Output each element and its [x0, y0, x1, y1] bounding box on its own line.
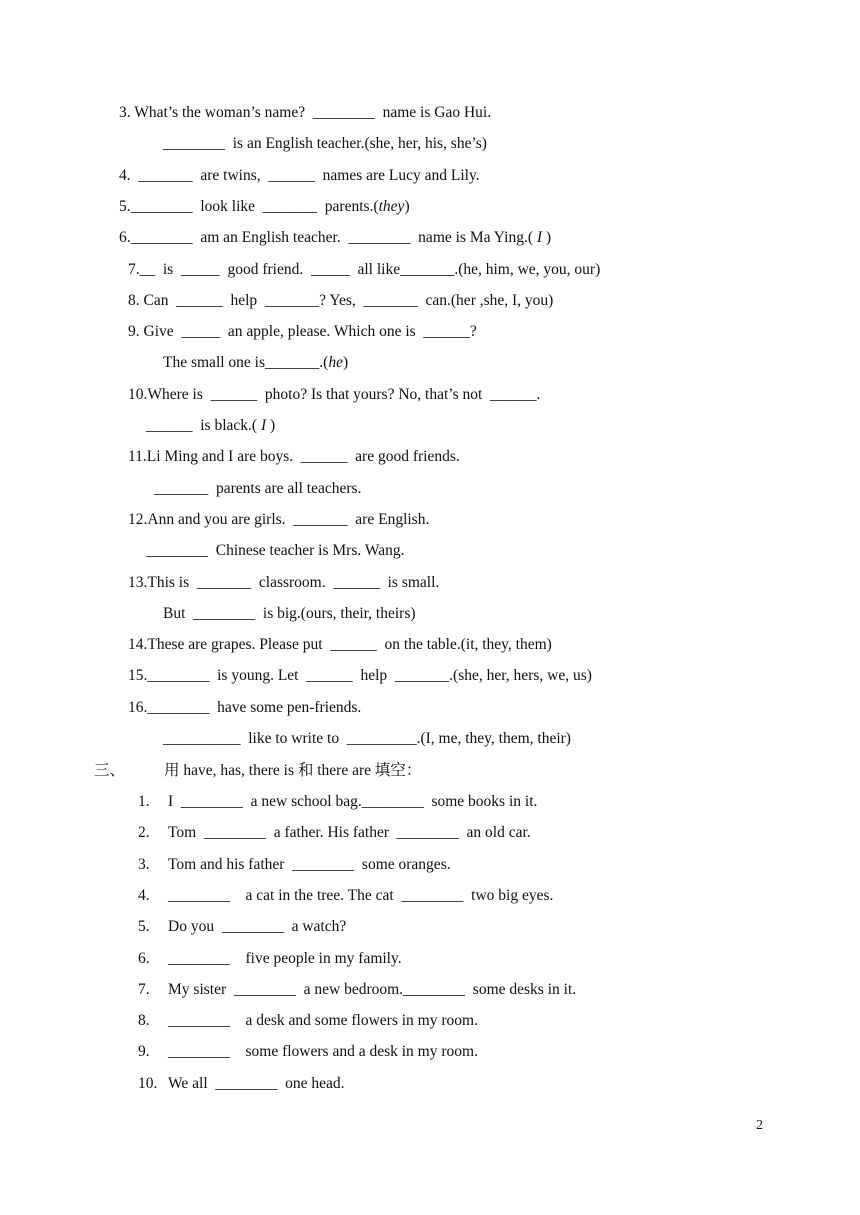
- line-text: __________ like to write to _________.(I, me, they, them, their): [163, 730, 571, 747]
- line-text: 16.________ have some pen-friends.: [128, 698, 362, 716]
- line-text: _______ parents are all teachers.: [154, 479, 362, 497]
- exercise-line: [119, 228, 551, 248]
- line-text: ): [404, 197, 410, 215]
- pronoun-hint: they: [378, 197, 405, 215]
- item-number: 5.: [138, 918, 150, 936]
- line-text: ): [542, 229, 552, 247]
- section3-number: 三、: [94, 762, 126, 779]
- item-text: ________ five people in my family.: [168, 949, 402, 967]
- line-text: ________ is an English teacher.(she, her, his, she’s): [163, 135, 487, 153]
- item-number: 4.: [138, 886, 150, 904]
- line-text: 12.Ann and you are girls. _______ are English.: [128, 510, 430, 528]
- exercise-line: [128, 573, 439, 593]
- exercise-line: [128, 260, 600, 280]
- exercise-line: [119, 103, 491, 123]
- item-text: My sister ________ a new bedroom.________ some desks in it.: [168, 980, 577, 998]
- item-number: 7.: [138, 980, 150, 998]
- line-text: ): [342, 354, 349, 372]
- line-text: 4. _______ are twins, ______ names are Lucy and Lily.: [119, 166, 480, 184]
- section3-title: 用 have, has, there is 和 there are 填空：: [164, 762, 422, 779]
- line-text: 6.________ am an English teacher. ________ name is Ma Ying.(: [119, 229, 537, 247]
- line-text: 5.________ look like _______ parents.(: [119, 197, 379, 215]
- item-number: 9.: [138, 1043, 150, 1061]
- line-text: 3. What’s the woman’s name? ________ name is Gao Hui.: [119, 104, 492, 121]
- line-text: 7.__ is _____ good friend. _____ all like_______.(he, him, we, you, our): [128, 260, 601, 278]
- exercise-line: [163, 604, 416, 624]
- item-text: Do you ________ a watch?: [168, 918, 347, 936]
- exercise-line: [146, 416, 275, 436]
- pronoun-hint: he: [328, 354, 343, 372]
- line-text: ________ Chinese teacher is Mrs. Wang.: [146, 542, 405, 560]
- line-text: But ________ is big.(ours, their, theirs): [163, 604, 416, 622]
- item-number: 3.: [138, 855, 150, 873]
- exercise-line: [128, 510, 429, 530]
- pronoun-hint: I: [260, 417, 267, 434]
- exercise-line: [128, 322, 477, 342]
- item-text: ________ some flowers and a desk in my room.: [168, 1043, 478, 1061]
- item-text: We all ________ one head.: [168, 1074, 345, 1092]
- exercise-line: [128, 385, 540, 405]
- line-text: 8. Can ______ help _______? Yes, _______ can.(her ,she, I, you): [128, 291, 554, 309]
- line-text: 9. Give _____ an apple, please. Which one is ______?: [128, 323, 477, 341]
- exercise-line: [128, 666, 592, 686]
- exercise-line: [128, 291, 553, 311]
- line-text: ______ is black.(: [146, 417, 261, 434]
- item-text: I ________ a new school bag.________ some books in it.: [168, 793, 538, 810]
- line-text: ): [266, 417, 276, 434]
- line-text: 13.This is _______ classroom. ______ is small.: [128, 573, 440, 591]
- item-number: 8.: [138, 1012, 150, 1030]
- exercise-line: [119, 166, 480, 186]
- item-number: 2.: [138, 824, 150, 842]
- exercise-line: [128, 447, 460, 467]
- item-number: 6.: [138, 949, 150, 967]
- exercise-line: [163, 729, 571, 749]
- exercise-line: [146, 541, 404, 561]
- exercise-line: [119, 197, 410, 217]
- pronoun-hint: I: [536, 229, 543, 247]
- exercise-line: [128, 698, 361, 718]
- page-number: 2: [756, 1118, 763, 1133]
- exercise-line: [163, 134, 487, 154]
- exercise-line: [154, 479, 361, 499]
- line-text: 10.Where is ______ photo? Is that yours? No, that’s not ______.: [128, 385, 541, 403]
- item-text: Tom ________ a father. His father ________ an old car.: [168, 824, 531, 842]
- line-text: 14.These are grapes. Please put ______ on the table.(it, they, them): [128, 636, 552, 654]
- item-text: ________ a cat in the tree. The cat ________ two big eyes.: [168, 886, 554, 904]
- item-text: ________ a desk and some flowers in my room.: [168, 1012, 478, 1030]
- item-number: 10.: [138, 1074, 158, 1092]
- item-number: 1.: [138, 793, 150, 810]
- item-text: Tom and his father ________ some oranges.: [168, 855, 451, 873]
- line-text: 11.Li Ming and I are boys. ______ are good friends.: [128, 448, 460, 466]
- line-text: The small one is_______.(: [163, 354, 329, 372]
- line-text: 15.________ is young. Let ______ help _______.(she, her, hers, we, us): [128, 667, 592, 685]
- exercise-line: [163, 353, 348, 373]
- exercise-line: [128, 635, 552, 655]
